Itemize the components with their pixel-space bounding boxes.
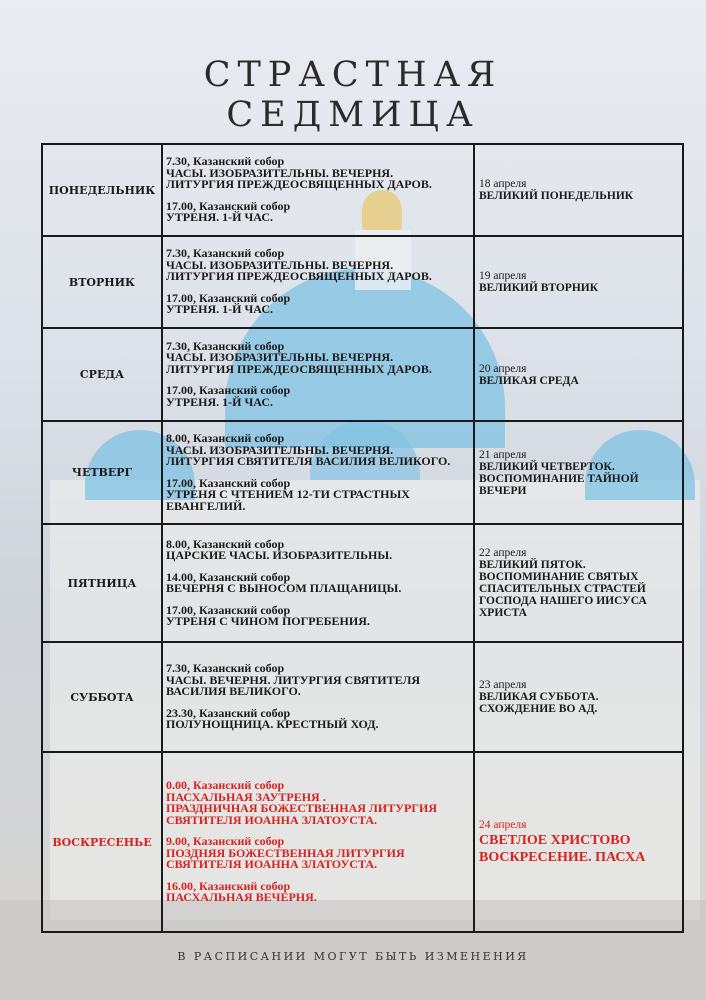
service-entry (166, 156, 470, 191)
feast-title: ВЕЛИКИЙ ВТОРНИК (479, 282, 599, 294)
feast-cell (474, 524, 683, 642)
service-entry (166, 385, 470, 408)
service-entry (166, 338, 470, 376)
service-name: ЧАСЫ. ИЗОБРАЗИТЕЛЬНЫ. ВЕЧЕРНЯ. (166, 350, 394, 365)
feast-date: 18 апреля (479, 178, 527, 190)
services-cell (162, 642, 474, 752)
service-time: 14.00, Казанский собор (166, 569, 291, 584)
feast-title: СХОЖДЕНИЕ ВО АД. (479, 703, 598, 715)
service-entry (166, 475, 470, 513)
service-name: СВЯТИТЕЛЯ ИОАННА ЗЛАТОУСТА. (166, 857, 378, 872)
service-time: 17.00, Казанский собор (166, 383, 291, 398)
feast-title: ВЕЧЕРИ (479, 484, 527, 497)
feast-cell (474, 642, 683, 752)
feast-title: ВОСПОМИНАНИЕ ТАЙНОЙ (479, 472, 639, 485)
schedule-row (42, 328, 683, 421)
feast-cell (474, 328, 683, 421)
feast-title: ВОСКРЕСЕНИЕ. ПАСХА (479, 850, 646, 865)
service-name: ЧАСЫ. ВЕЧЕРНЯ. ЛИТУРГИЯ СВЯТИТЕЛЯ (166, 672, 421, 687)
feast-title: ХРИСТА (479, 607, 527, 619)
service-time: 0.00, Казанский собор (166, 778, 285, 793)
service-name: ВАСИЛИЯ ВЕЛИКОГО. (166, 684, 301, 699)
feast-title: ВЕЛИКАЯ СРЕДА (479, 374, 579, 387)
schedule-row (42, 524, 683, 642)
feast-cell (474, 752, 683, 932)
feast-title: ВЕЛИКИЙ ЧЕТВЕРТОК. (479, 460, 615, 473)
service-entry (166, 878, 470, 905)
feast-cell (474, 421, 683, 524)
feast-title: ВЕЛИКИЙ ПОНЕДЕЛЬНИК (479, 190, 634, 202)
service-time: 7.30, Казанский собор (166, 338, 285, 353)
title-line-2: СЕДМИЦА (226, 95, 480, 136)
service-entry (166, 248, 470, 283)
feast-title: СПАСИТЕЛЬНЫХ СТРАСТЕЙ (479, 583, 646, 595)
service-time: 8.00, Казанский собор (166, 536, 285, 551)
services-cell (162, 752, 474, 932)
feast-title: СВЕТЛОЕ ХРИСТОВО (479, 833, 631, 848)
day-name: ПЯТНИЦА (42, 524, 162, 642)
service-name: ПОЛУНОЩНИЦА. КРЕСТНЫЙ ХОД. (166, 717, 379, 732)
service-time: 9.00, Казанский собор (166, 834, 285, 849)
service-name: ЦАРСКИЕ ЧАСЫ. ИЗОБРАЗИТЕЛЬНЫ. (166, 548, 393, 562)
service-time: 17.00, Казанский собор (166, 475, 291, 490)
service-name: ЛИТУРГИЯ ПРЕЖДЕОСВЯЩЕННЫХ ДАРОВ. (166, 269, 432, 284)
footer-note: В РАСПИСАНИИ МОГУТ БЫТЬ ИЗМЕНЕНИЯ (177, 950, 529, 963)
day-name: СРЕДА (42, 328, 162, 421)
service-time: 7.30, Казанский собор (166, 246, 285, 261)
service-entry (166, 536, 470, 562)
service-entry (166, 705, 470, 732)
service-entry (166, 433, 470, 468)
service-name: ЛИТУРГИЯ ПРЕЖДЕОСВЯЩЕННЫХ ДАРОВ. (166, 177, 432, 192)
feast-title: ВОСПОМИНАНИЕ СВЯТЫХ (479, 571, 639, 583)
service-name: ЧАСЫ. ИЗОБРАЗИТЕЛЬНЫ. ВЕЧЕРНЯ. (166, 257, 394, 272)
feast-cell (474, 236, 683, 328)
schedule-row (42, 752, 683, 932)
service-name: ЕВАНГЕЛИЙ. (166, 498, 246, 513)
services-cell (162, 236, 474, 328)
schedule-row (42, 144, 683, 236)
service-name: УТРЕНЯ С ЧИНОМ ПОГРЕБЕНИЯ. (166, 614, 370, 628)
day-name: ВТОРНИК (42, 236, 162, 328)
feast-date: 22 апреля (479, 547, 527, 559)
day-name: ЧЕТВЕРГ (42, 421, 162, 524)
service-entry (166, 198, 470, 225)
service-name: УТРЕНЯ. 1-Й ЧАС. (166, 394, 274, 409)
service-entry (166, 663, 470, 698)
title-line-1: СТРАСТНАЯ (203, 55, 503, 96)
service-name: ВЕЧЕРНЯ С ВЫНОСОМ ПЛАЩАНИЦЫ. (166, 581, 402, 595)
services-cell (162, 328, 474, 421)
service-name: ПАСХАЛЬНАЯ ЗАУТРЕНЯ . (166, 789, 326, 804)
service-name: УТРЕНЯ. 1-Й ЧАС. (166, 302, 274, 317)
service-time: 17.00, Казанский собор (166, 290, 291, 305)
service-entry (166, 569, 470, 595)
feast-date: 21 апреля (479, 448, 527, 461)
service-entry (166, 602, 470, 628)
schedule-row (42, 421, 683, 524)
service-name: ЧАСЫ. ИЗОБРАЗИТЕЛЬНЫ. ВЕЧЕРНЯ. (166, 165, 394, 180)
service-name: УТРЕНЯ. 1-Й ЧАС. (166, 210, 274, 225)
schedule-row (42, 642, 683, 752)
schedule-row (42, 236, 683, 328)
service-time: 7.30, Казанский собор (166, 154, 285, 169)
services-cell (162, 524, 474, 642)
service-time: 23.30, Казанский собор (166, 705, 291, 720)
service-time: 17.00, Казанский собор (166, 198, 291, 213)
service-name: ПАСХАЛЬНАЯ ВЕЧЕРНЯ. (166, 890, 317, 905)
feast-date: 20 апреля (479, 362, 527, 375)
service-entry (166, 836, 470, 871)
services-cell (162, 144, 474, 236)
service-name: ЛИТУРГИЯ ПРЕЖДЕОСВЯЩЕННЫХ ДАРОВ. (166, 361, 432, 376)
service-time: 17.00, Казанский собор (166, 602, 291, 617)
day-name: ВОСКРЕСЕНЬЕ (42, 752, 162, 932)
feast-title: ВЕЛИКАЯ СУББОТА. (479, 691, 599, 703)
service-entry (166, 290, 470, 317)
day-name: СУББОТА (42, 642, 162, 752)
service-name: УТРЕНЯ С ЧТЕНИЕМ 12-ТИ СТРАСТНЫХ (166, 487, 410, 501)
feast-date: 19 апреля (479, 270, 527, 282)
service-time: 8.00, Казанский собор (166, 431, 285, 445)
service-name: ЛИТУРГИЯ СВЯТИТЕЛЯ ВАСИЛИЯ ВЕЛИКОГО. (166, 454, 451, 468)
service-entry (166, 780, 470, 826)
day-name: ПОНЕДЕЛЬНИК (42, 144, 162, 236)
feast-title: ГОСПОДА НАШЕГО ИИСУСА (479, 595, 647, 607)
service-time: 7.30, Казанский собор (166, 661, 285, 676)
feast-title: ВЕЛИКИЙ ПЯТОК. (479, 559, 586, 571)
feast-cell (474, 144, 683, 236)
service-time: 16.00, Казанский собор (166, 878, 291, 893)
feast-date: 24 апреля (479, 819, 527, 831)
page-title (0, 55, 706, 135)
service-name: ПРАЗДНИЧНАЯ БОЖЕСТВЕННАЯ ЛИТУРГИЯ (166, 801, 437, 816)
service-name: ПОЗДНЯЯ БОЖЕСТВЕННАЯ ЛИТУРГИЯ (166, 845, 405, 860)
service-name: СВЯТИТЕЛЯ ИОАННА ЗЛАТОУСТА. (166, 812, 378, 827)
schedule-table (41, 143, 684, 933)
services-cell (162, 421, 474, 524)
service-name: ЧАСЫ. ИЗОБРАЗИТЕЛЬНЫ. ВЕЧЕРНЯ. (166, 442, 394, 457)
feast-date: 23 апреля (479, 679, 527, 691)
